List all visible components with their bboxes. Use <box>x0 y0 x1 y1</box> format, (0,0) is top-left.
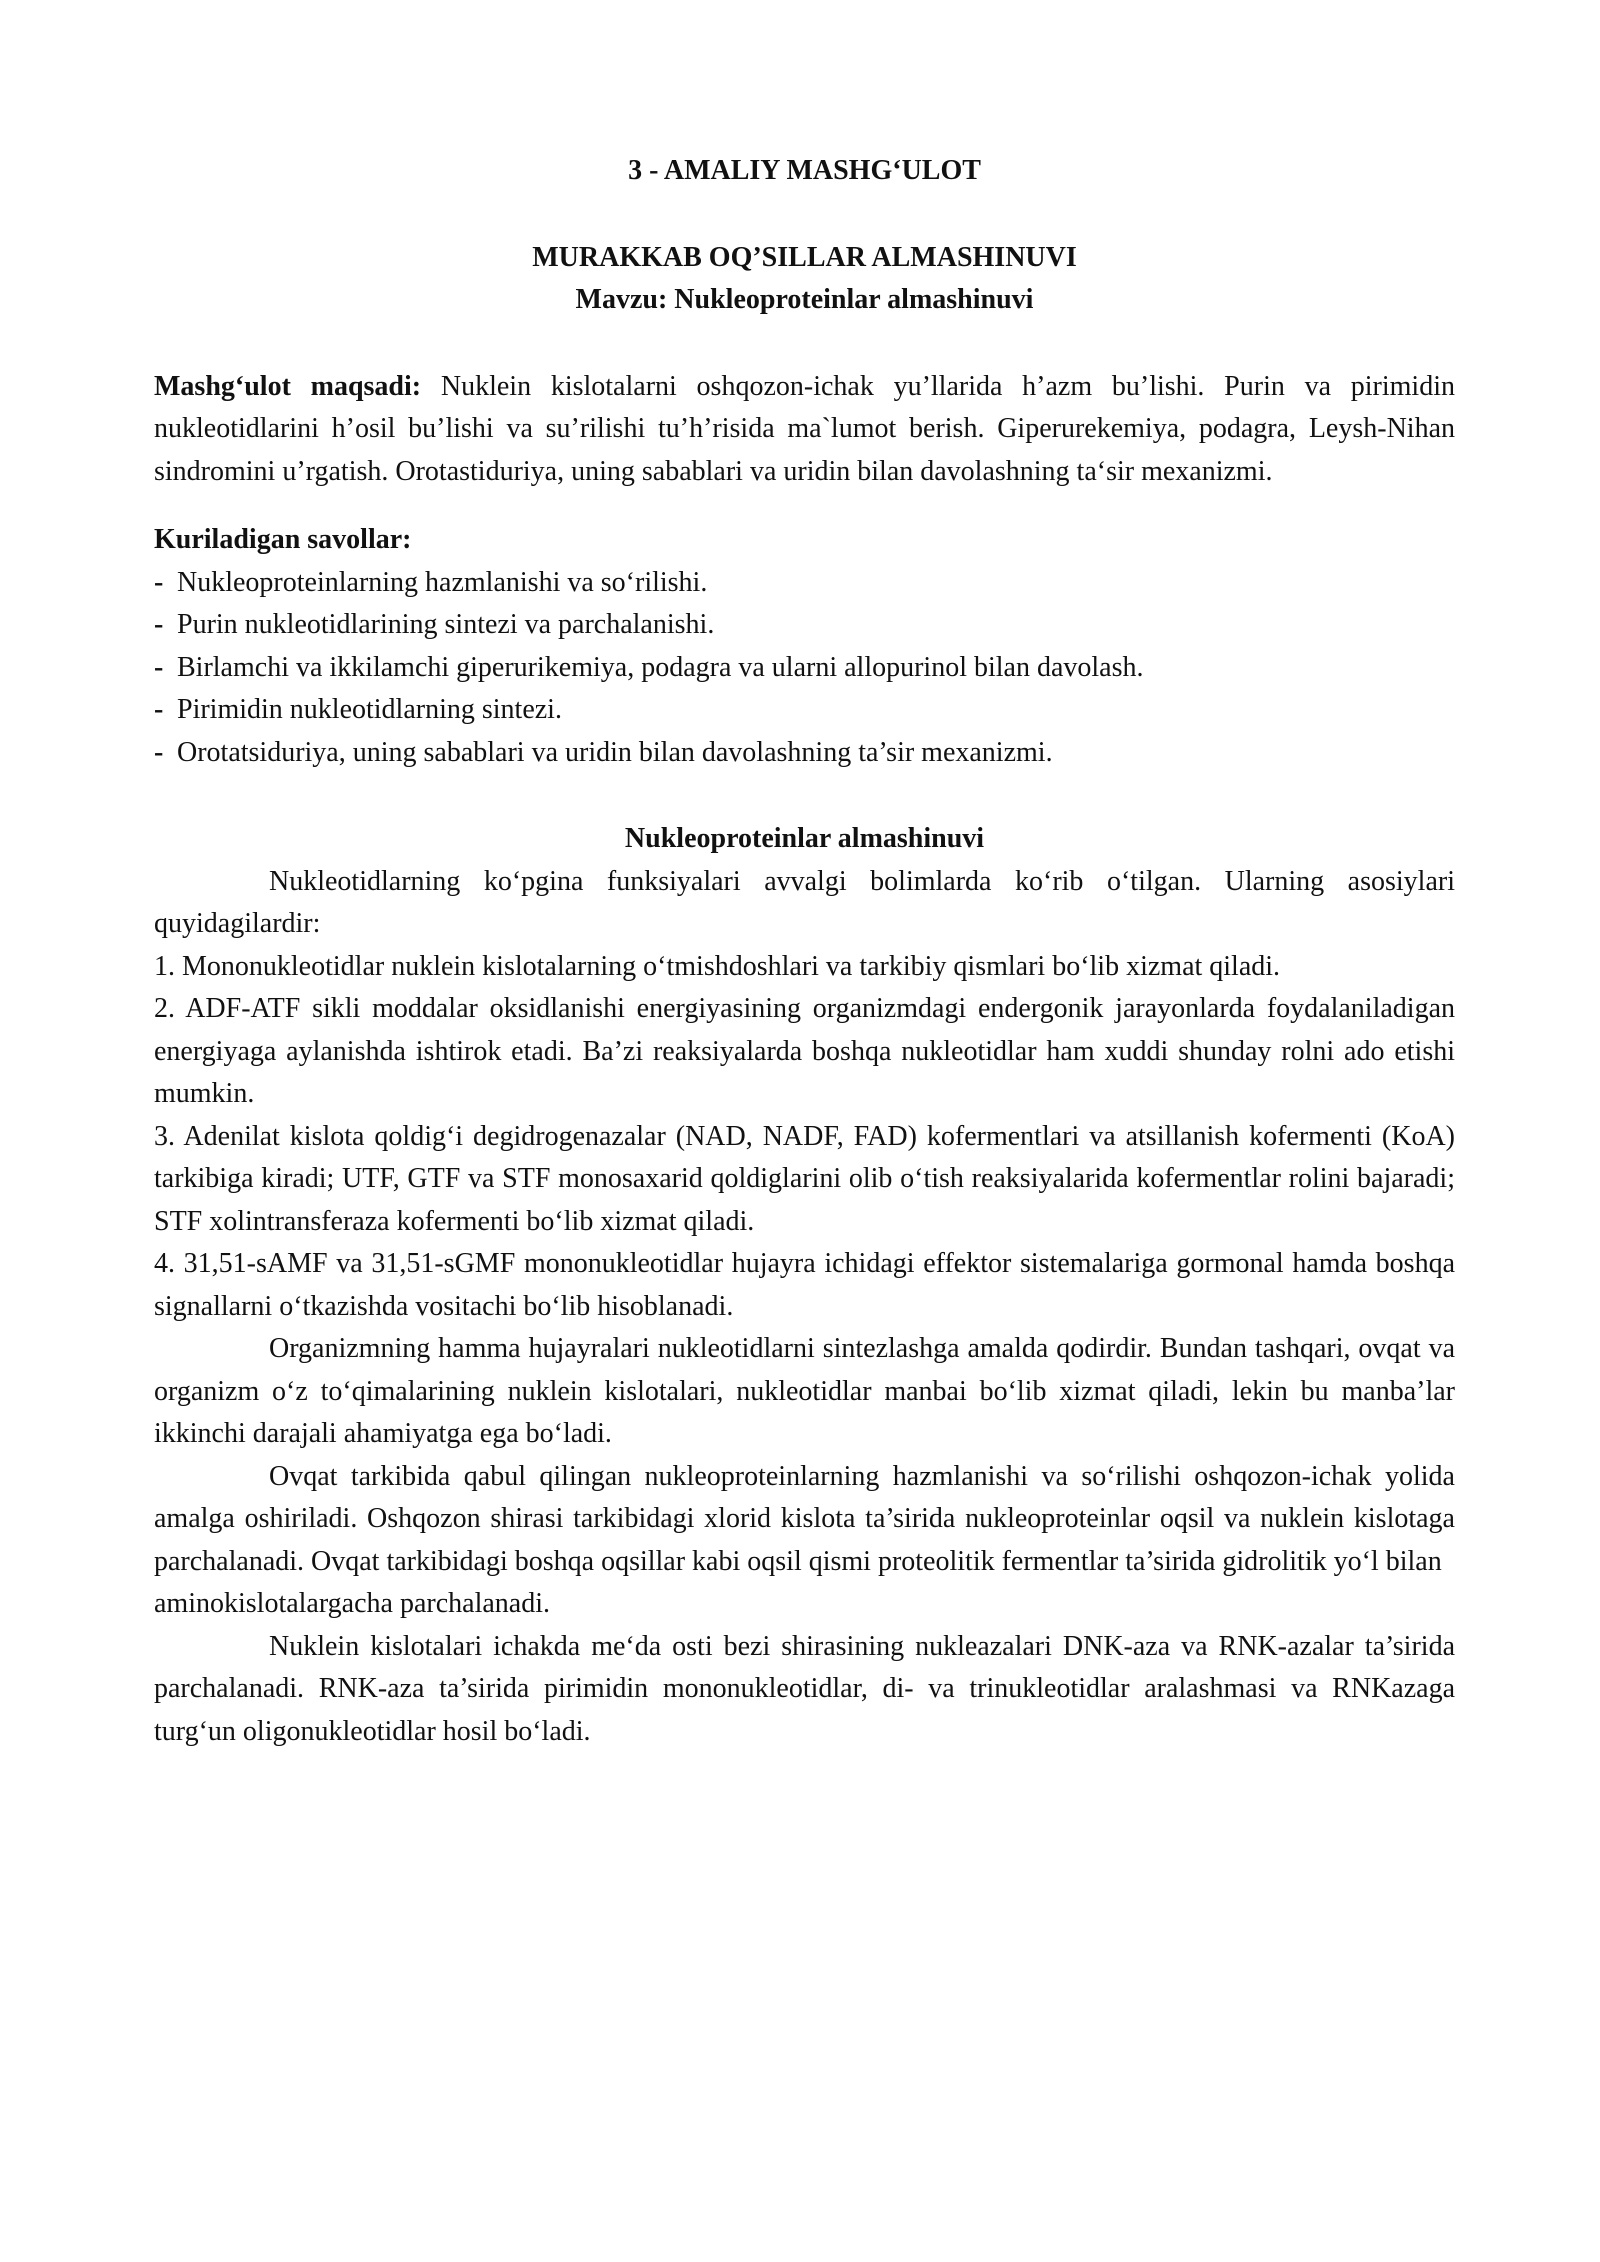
section-heading: Nukleoproteinlar almashinuvi <box>624 823 985 854</box>
list-item <box>154 732 1455 775</box>
numbered-point-1: 1. Mononukleotidlar nuklein kislotalarning o‘tmishdoshlari va tarkibiy qismlari bo‘lib xizmat qiladi. <box>154 950 1281 982</box>
list-dash: - <box>154 566 164 598</box>
questions-title: Kuriladigan savollar: <box>154 524 412 555</box>
questions-list <box>154 562 1455 775</box>
goal-paragraph <box>154 366 1455 494</box>
numbered-point-2: 2. ADF-ATF sikli moddalar oksidlanishi energiyasining organizmdagi endergonik jarayonlarda foydalaniladigan energiyaga aylanishda ishtirok etadi. Ba’zi reaksiyalarda boshqa nukleotidlar ham xuddi shunday rolni ado etishi mumkin. <box>154 993 1455 1109</box>
goal-text: Nuklein kislotalarni oshqozon-ichak yu’llarida h’azm bu’lishi. Purin va pirimidin nukleotidlarini h’osil bu’lishi va su’rilishi tu’h’risida ma`lumot berish. Giperurekemiya, podagra, Leysh-Nihan sindromini u’rgatish. Orotastiduriya, uning sabablari va uridin bilan davolashning ta‘sir mexanizmi. <box>154 370 1455 487</box>
list-item-text: Pirimidin nukleotidlarning sintezi. <box>177 694 562 725</box>
body-paragraph-2-continuation: aminokislotalargacha parchalanadi. <box>154 1588 550 1619</box>
list-item <box>154 604 1455 647</box>
intro-paragraph: Nukleotidlarning ko‘pgina funksiyalari avvalgi bolimlarda ko‘rib o‘tilgan. Ularning asosiylari quyidagilardir: <box>154 865 1455 939</box>
list-dash: - <box>154 694 164 725</box>
body-paragraph-2: Ovqat tarkibida qabul qilingan nukleoproteinlarning hazmlanishi va so‘rilishi oshqozon-ichak yolida amalga oshiriladi. Oshqozon shirasi tarkibidagi xlorid kislota ta’sirida nukleoproteinlar oqsil va nuklein kislotaga parchalanadi. Ovqat tarkibidagi boshqa oqsillar kabi oqsil qismi proteolitik fermentlar ta’sirida gidrolitik yo‘l bilan <box>154 1460 1455 1577</box>
list-item-text: Orotatsiduriya, uning sabablari va uridin bilan davolashning ta’sir mexanizmi. <box>177 736 1053 768</box>
numbered-point-4: 4. 31,51-sAMF va 31,51-sGMF mononukleotidlar hujayra ichidagi effektor sistemalariga gormonal hamda boshqa signallarni o‘tkazishda vositachi bo‘lib hisoblanadi. <box>154 1248 1455 1322</box>
numbered-point-3: 3. Adenilat kislota qoldig‘i degidrogenazalar (NAD, NADF, FAD) kofermentlari va atsillanish kofermenti (KoA) tarkibiga kiradi; UTF, GTF va STF monosaxarid qoldiglarini olib o‘tish reaksiyalarida kofermentlar rolini bajaradi; STF xolintransferaza kofermenti bo‘lib xizmat qiladi. <box>154 1120 1455 1237</box>
list-dash: - <box>154 736 164 768</box>
topic-heading: Mavzu: Nukleoproteinlar almashinuvi <box>575 284 1034 315</box>
list-item <box>154 689 1455 732</box>
list-item <box>154 562 1455 605</box>
list-item <box>154 647 1455 690</box>
list-dash: - <box>154 651 164 683</box>
list-item-text: Nukleoproteinlarning hazmlanishi va so‘rilishi. <box>177 566 708 598</box>
list-dash: - <box>154 609 164 640</box>
list-item-text: Birlamchi va ikkilamchi giperurikemiya, podagra va ularni allopurinol bilan davolash. <box>177 651 1144 683</box>
body-paragraph-3: Nuklein kislotalari ichakda me‘da osti bezi shirasining nukleazalari DNK-aza va RNK-azalar ta’sirida parchalanadi. RNK-aza ta’sirida pirimidin mononukleotidlar, di- va trinukleotidlar aralashmasi va RNKazaga turg‘un oligonukleotidlar hosil bo‘ladi. <box>154 1630 1455 1747</box>
goal-label: Mashg‘ulot maqsadi: <box>154 370 422 402</box>
list-item-text: Purin nukleotidlarining sintezi va parchalanishi. <box>177 609 715 640</box>
page-subtitle: MURAKKAB OQ’SILLAR ALMASHINUVI <box>532 241 1077 273</box>
page-title: 3 - AMALIY MASHG‘ULOT <box>628 155 981 186</box>
body-paragraph-1: Organizmning hamma hujayralari nukleotidlarni sintezlashga amalda qodirdir. Bundan tashqari, ovqat va organizm o‘z to‘qimalarining nuklein kislotalari, nukleotidlar manbai bo‘lib xizmat qiladi, lekin bu manba’lar ikkinchi darajali ahamiyatga ega bo‘ladi. <box>154 1333 1455 1449</box>
